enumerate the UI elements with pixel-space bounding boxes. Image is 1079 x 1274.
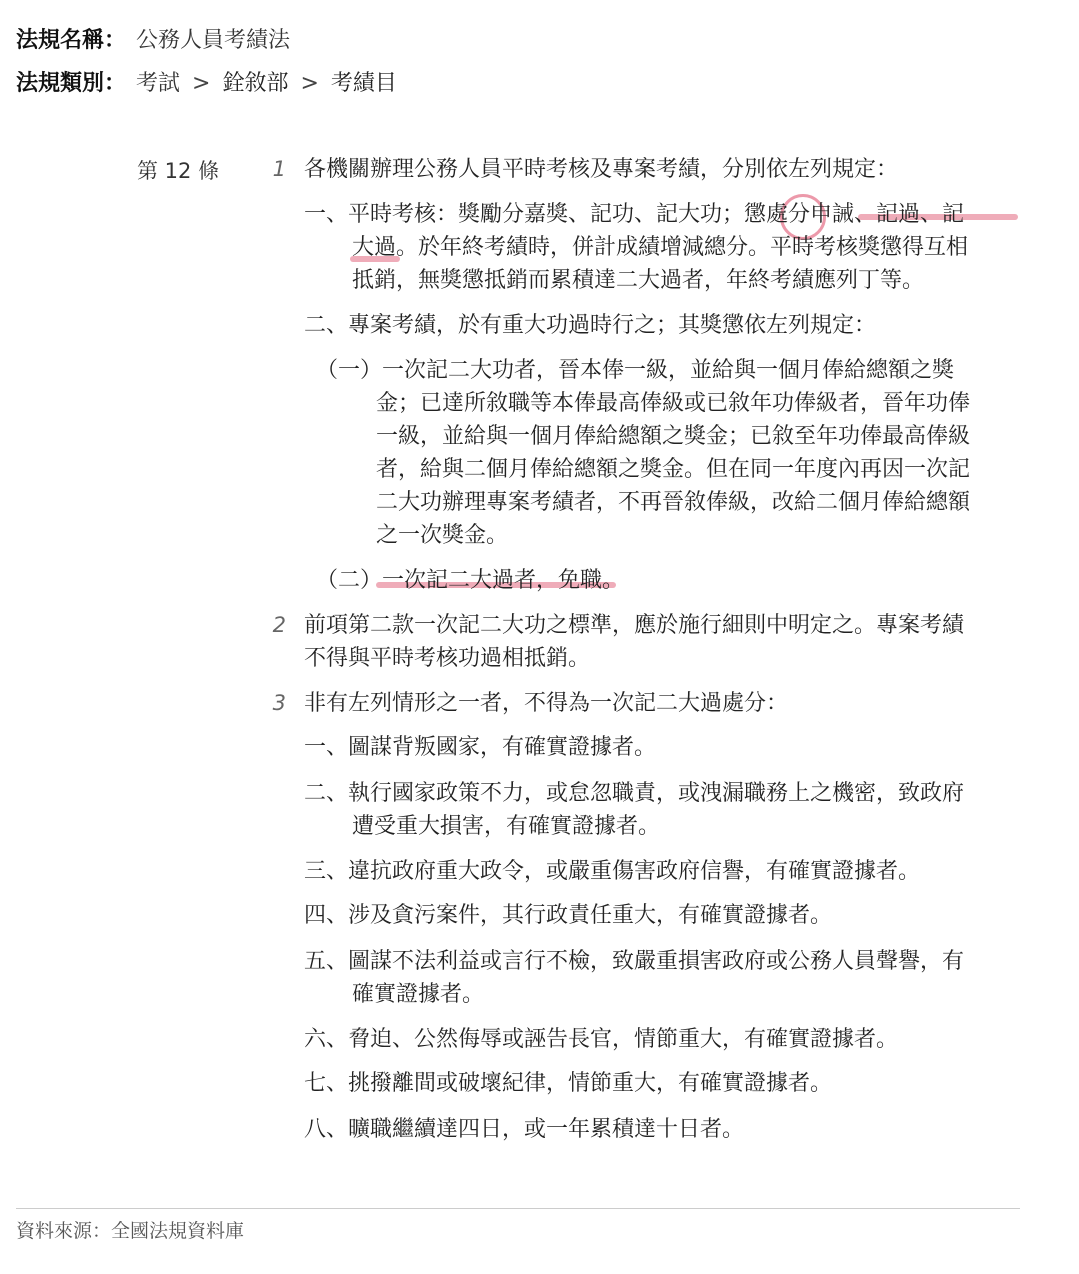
subitem-1-line-3: 一級，並給與一個月俸給總額之獎金；已敘至年功俸最高俸級 [376, 424, 971, 449]
paragraph-number: 2 [272, 613, 286, 637]
subitem-1-line-4: 者，給與二個月俸給總額之獎金。但在同一年度內再因一次記 [376, 457, 971, 482]
paragraph-2-line-1: 前項第二款一次記二大功之標準，應於施行細則中明定之。專案考績 [304, 613, 965, 638]
category-crumb-1: 考試 [136, 71, 181, 96]
law-category-row [16, 69, 397, 99]
item-1-line-3: 抵銷，無獎懲抵銷而累積達二大過者，年終考績應列丁等。 [352, 268, 925, 293]
list-item-continued: 遭受重大損害，有確實證據者。 [352, 814, 661, 839]
category-crumb-3: 考績目 [330, 71, 397, 96]
subitem-1-line-1: （一）一次記二大功者，晉本俸一級，並給與一個月俸給總額之獎 [316, 358, 955, 383]
law-name-label: 法規名稱： [16, 28, 127, 53]
list-item: 八、曠職繼續達四日，或一年累積達十日者。 [304, 1117, 745, 1142]
breadcrumb-separator: > [192, 71, 211, 96]
list-item: 六、脅迫、公然侮辱或誣告長官，情節重大，有確實證據者。 [304, 1027, 899, 1052]
subitem-1-line-2: 金；已達所敘職等本俸最高俸級或已敘年功俸級者，晉年功俸 [376, 391, 971, 416]
item-1-line-1: 一、平時考核：獎勵分嘉獎、記功、記大功；懲處分申誡、記過、記 [304, 202, 965, 227]
list-item: 二、執行國家政策不力，或怠忽職責，或洩漏職務上之機密，致政府 [304, 781, 965, 806]
footer-divider [16, 1208, 1020, 1209]
list-item: 七、挑撥離間或破壞紀律，情節重大，有確實證據者。 [304, 1071, 833, 1096]
paragraph-3-intro: 非有左列情形之一者，不得為一次記二大過處分： [304, 691, 789, 716]
source-note: 資料來源：全國法規資料庫 [16, 1220, 245, 1242]
list-item-continued: 確實證據者。 [352, 982, 485, 1007]
paragraph-2-line-2: 不得與平時考核功過相抵銷。 [304, 646, 591, 671]
item-1-line-2: 大過。於年終考績時，併計成績增減總分。平時考核獎懲得互相 [352, 235, 969, 260]
subitem-1-line-6: 之一次獎金。 [376, 523, 509, 548]
list-item: 三、違抗政府重大政令，或嚴重傷害政府信譽，有確實證據者。 [304, 859, 921, 884]
paragraph-number: 3 [272, 691, 286, 715]
article-number: 第 12 條 [137, 159, 220, 183]
list-item: 四、涉及貪污案件，其行政責任重大，有確實證據者。 [304, 903, 833, 928]
list-item: 五、圖謀不法利益或言行不檢，致嚴重損害政府或公務人員聲譽，有 [304, 949, 965, 974]
item-2: 二、專案考績，於有重大功過時行之；其獎懲依左列規定： [304, 313, 877, 338]
law-name-row [16, 26, 290, 56]
law-name-value: 公務人員考績法 [136, 28, 291, 53]
paragraph-number: 1 [272, 157, 286, 181]
paragraph-1-intro: 各機關辦理公務人員平時考核及專案考績，分別依左列規定： [304, 157, 899, 182]
subitem-1-line-5: 二大功辦理專案考績者，不再晉敘俸級，改給二個月俸給總額 [376, 490, 971, 515]
subitem-2: （二）一次記二大過者，免職。 [316, 568, 625, 593]
list-item: 一、圖謀背叛國家，有確實證據者。 [304, 735, 657, 760]
breadcrumb-separator: > [300, 71, 319, 96]
category-crumb-2: 銓敘部 [222, 71, 289, 96]
law-category-label: 法規類別： [16, 71, 127, 96]
